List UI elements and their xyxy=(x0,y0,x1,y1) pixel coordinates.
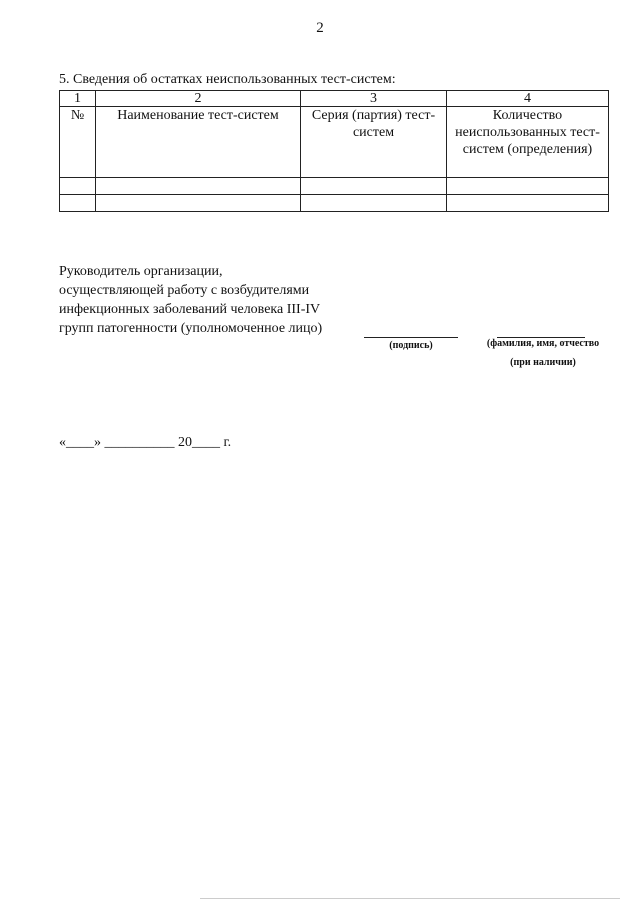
table-cell[interactable] xyxy=(60,178,96,195)
date-line[interactable]: «____» __________ 20____ г. xyxy=(59,435,232,450)
table-cell[interactable] xyxy=(301,178,447,195)
signer-line: инфекционных заболеваний человека III-IV xyxy=(59,302,321,317)
signature-field[interactable] xyxy=(364,337,458,338)
signer-line: Руководитель организации, xyxy=(59,264,223,279)
table-cell[interactable] xyxy=(96,195,301,212)
signer-line: групп патогенности (уполномоченное лицо) xyxy=(59,321,323,336)
table-cell[interactable] xyxy=(447,178,609,195)
header-row xyxy=(60,107,609,178)
column-number-row xyxy=(60,91,609,107)
table-row xyxy=(60,195,609,212)
header-number: № xyxy=(60,107,96,178)
full-name-caption-note: (при наличии) xyxy=(510,357,576,368)
header-name: Наименование тест-систем xyxy=(96,107,301,178)
signer-line: осуществляющей работу с возбудителями xyxy=(59,283,310,298)
table-cell[interactable] xyxy=(96,178,301,195)
column-number-cell: 3 xyxy=(301,91,447,107)
table-row xyxy=(60,178,609,195)
section-title: 5. Сведения об остатках неиспользованных тест-систем: xyxy=(59,72,396,87)
column-number-cell: 4 xyxy=(447,91,609,107)
page-number: 2 xyxy=(316,20,324,36)
column-number-cell: 2 xyxy=(96,91,301,107)
column-number-cell: 1 xyxy=(60,91,96,107)
table-cell[interactable] xyxy=(301,195,447,212)
remaining-test-systems-table xyxy=(59,90,609,212)
header-quantity: Количество неиспользованных тест-систем (определения) xyxy=(447,107,609,178)
full-name-caption: (фамилия, имя, отчество xyxy=(486,338,600,349)
signer-block xyxy=(59,262,322,338)
table-cell[interactable] xyxy=(447,195,609,212)
header-series: Серия (партия) тест-систем xyxy=(301,107,447,178)
bottom-divider xyxy=(200,898,620,899)
signature-caption: (подпись) xyxy=(389,340,433,351)
table-cell[interactable] xyxy=(60,195,96,212)
